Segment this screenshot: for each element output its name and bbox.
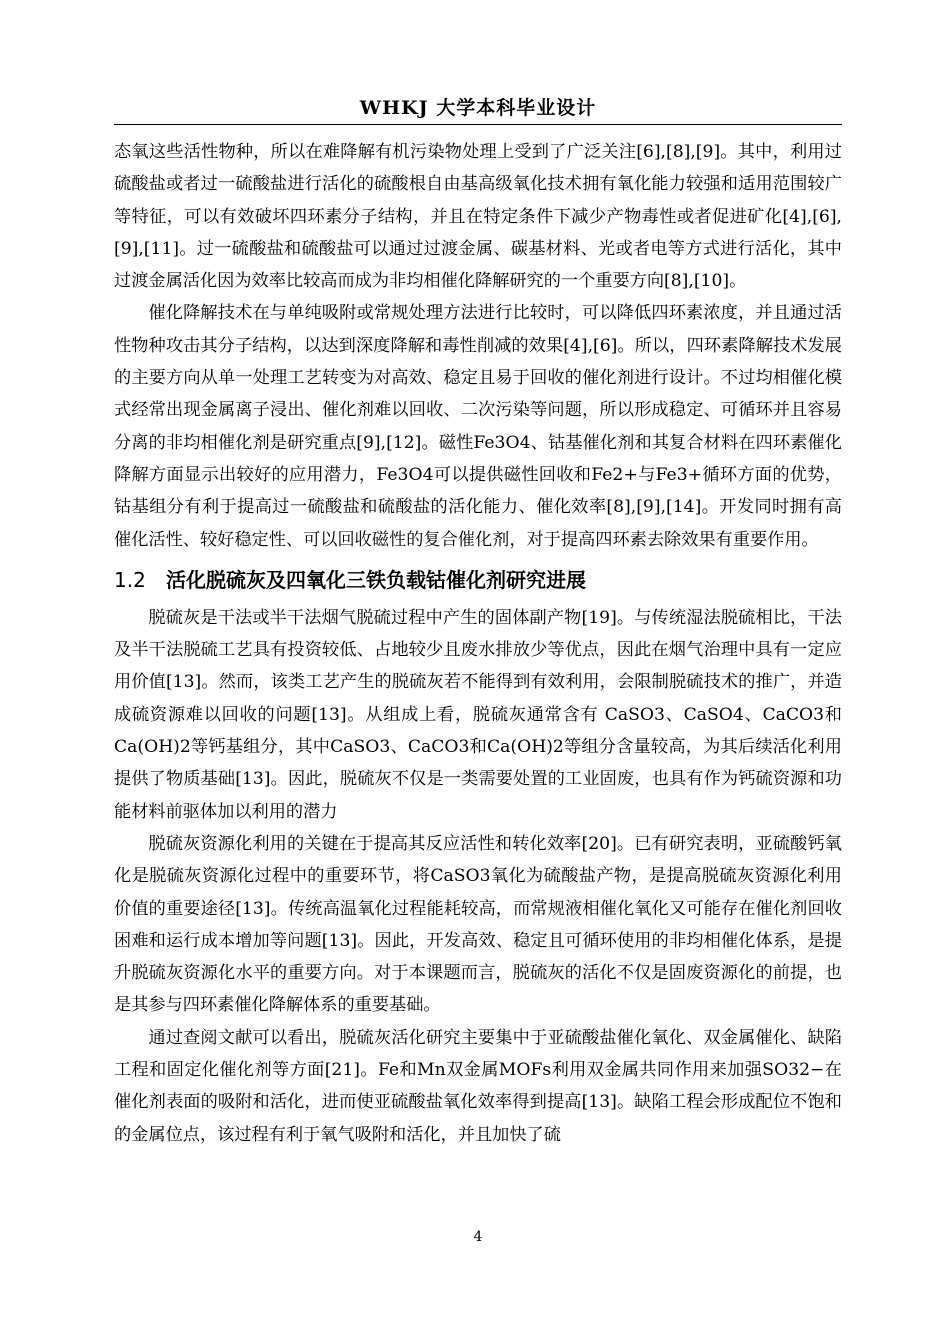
paragraph-resource-utilization: 脱硫灰资源化利用的关键在于提高其反应活性和转化效率[20]。已有研究表明，亚硫酸钙氧化是脱硫灰资源化过程中的重要环节，将CaSO3氧化为硫酸盐产物，是提高脱硫灰资源化利用价值的重要途径[13]。传统高温氧化过程能耗较高，而常规液相催化氧化又可能存在催化剂回收困难和运行成本增加等问题[13]。因此，开发高效、稳定且可循环使用的非均相催化体系，是提升脱硫灰资源化水平的重要方向。对于本课题而言，脱硫灰的活化不仅是固废资源化的前提，也是其参与四环素催化降解体系的重要基础。 xyxy=(114,833,842,1016)
header-rule xyxy=(114,124,842,125)
paragraph-catalytic-degradation: 催化降解技术在与单纯吸附或常规处理方法进行比较时，可以降低四环素浓度，并且通过活性物种攻击其分子结构，以达到深度降解和毒性削减的效果[4],[6]。所以，四环素降解技术发展的主要方向从单一处理工艺转变为对高效、稳定且易于回收的催化剂进行设计。不过均相催化模式经常出现金属离子浸出、催化剂难以回收、二次污染等问题，所以形成稳定、可循环并且容易分离的非均相催化剂是研究重点[9],[12]。磁性Fe3O4、钴基催化剂和其复合材料在四环素催化降解方面显示出较好的应用潜力，Fe3O4可以提供磁性回收和Fe2+与Fe3+循环方面的优势，钴基组分有利于提高过一硫酸盐和硫酸盐的活化能力、催化效率[8],[9],[14]。开发同时拥有高催化活性、较好稳定性、可以回收磁性的复合催化剂，对于提高四环素去除效果有重要作用。 xyxy=(114,303,842,550)
section-heading xyxy=(114,560,842,600)
page-header: WHKJ 大学本科毕业设计 xyxy=(359,97,597,119)
section-number: 1.2 xyxy=(114,567,146,592)
section-title: 活化脱硫灰及四氧化三铁负载钴催化剂研究进展 xyxy=(166,567,586,592)
page-body xyxy=(114,136,842,1151)
paragraph-desulfurization-ash: 脱硫灰是干法或半干法烟气脱硫过程中产生的固体副产物[19]。与传统湿法脱硫相比，干法及半干法脱硫工艺具有投资较低、占地较少且废水排放少等优点，因此在烟气治理中具有一定应用价值[13]。然而，该类工艺产生的脱硫灰若不能得到有效利用，会限制脱硫技术的推广，并造成硫资源难以回收的问题[13]。从组成上看，脱硫灰通常含有 CaSO3、CaSO4、CaCO3和Ca(OH)2等钙基组分，其中CaSO3、CaCO3和Ca(OH)2等组分含量较高，为其后续活化利用提供了物质基础[13]。因此，脱硫灰不仅是一类需要处置的工业固废，也具有作为钙硫资源和功能材料前驱体加以利用的潜力 xyxy=(114,607,842,822)
page-number: 4 xyxy=(473,1229,483,1245)
paragraph-continued: 态氧这些活性物种，所以在难降解有机污染物处理上受到了广泛关注[6],[8],[9]。其中，利用过硫酸盐或者过一硫酸盐进行活化的硫酸根自由基高级氧化技术拥有氧化能力较强和适用范围较广等特征，可以有效破坏四环素分子结构，并且在特定条件下减少产物毒性或者促进矿化[4],[6],[9],[11]。过一硫酸盐和硫酸盐可以通过过渡金属、碳基材料、光或者电等方式进行活化，其中过渡金属活化因为效率比较高而成为非均相催化降解研究的一个重要方向[8],[10]。 xyxy=(114,142,842,292)
paragraph-literature-review: 通过查阅文献可以看出，脱硫灰活化研究主要集中于亚硫酸盐催化氧化、双金属催化、缺陷工程和固定化催化剂等方面[21]。Fe和Mn双金属MOFs利用双金属共同作用来加强SO32−在催化剂表面的吸附和活化，进而使亚硫酸盐氧化效率得到提高[13]。缺陷工程会形成配位不饱和的金属位点，该过程有利于氧气吸附和活化，并且加快了硫 xyxy=(114,1027,842,1145)
